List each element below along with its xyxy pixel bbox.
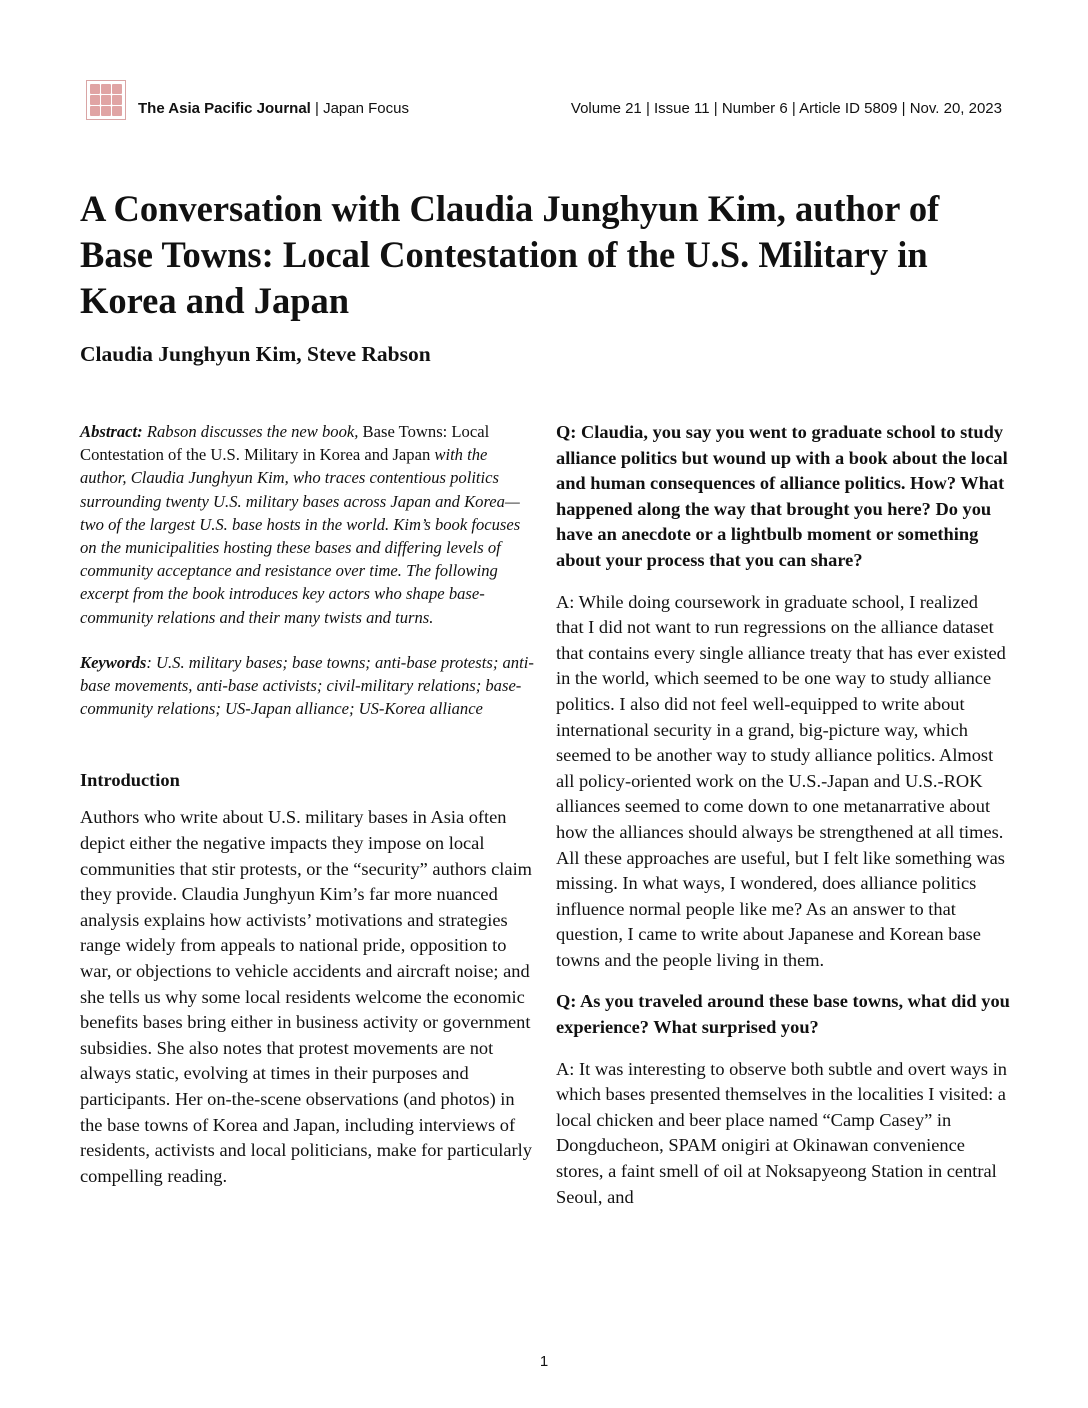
article-meta: Volume 21 | Issue 11 | Number 6 | Article ID 5809 | Nov. 20, 2023 [570,100,1002,117]
intro-text: Authors who write about U.S. military bases in Asia often depict either the negative impacts they impose on local communities that stir protests, or the “security” authors claim they provide. Claudia Junghyun Kim’s far more nuanced analysis explains how activists’ motivations and strategies range widely from appeals to national pride, opposition to war, or objections to vehicle accidents and aircraft noise; and she tells us why some local residents welcome the economic benefits bases bring either in business activity or government subsidies. She also notes that protest movements are not always static, evolving at times in their purposes and participants. Her on-the-scene observations (and photos) in the base towns of Korea and Japan, including interviews of residents, activists and local politicians, make for particularly compelling reading. [80,807,532,1186]
keywords [80,651,534,721]
question-1: Q: Claudia, you say you went to graduate school to study alliance politics but wound up with a book about the local and human consequences of alliance politics. How? What happened along the way that brought you here? Do you have an anecdote or a lightbulb moment or something about your process that you can share? [556,422,1008,570]
article-authors: Claudia Junghyun Kim, Steve Rabson [80,342,431,366]
intro-heading: Introduction [80,770,180,791]
right-column [556,420,1010,1210]
page-header [86,80,1002,120]
journal-section: | Japan Focus [310,100,409,117]
page-number: 1 [539,1353,549,1370]
abstract [80,420,534,629]
journal-logo-icon [86,80,126,120]
abstract-text-2: with the author, Claudia Junghyun Kim, who traces contentious politics surrounding twenty U.S. military bases across Japan and Korea—two of the largest U.S. base hosts in the world. Kim’s book focuses on the municipalities hosting these bases and differing levels of community acceptance and resistance over time. The following excerpt from the book introduces key actors who shape base-community relations and their many twists and turns. [80,445,521,627]
keywords-text: : U.S. military bases; base towns; anti-base protests; anti-base movements, anti-base activists; civil-military relations; base-community relations; US-Japan alliance; US-Korea alliance [80,652,534,719]
keywords-label: Keywords [80,652,147,672]
abstract-book-title: Base Towns: Local Contestation of the U.S. Military in Korea and Japan [80,422,490,465]
article-title: A Conversation with Claudia Junghyun Kim, author of Base Towns: Local Contestation of the U.S. Military in Korea and Japan [80,188,940,321]
journal-title: The Asia Pacific Journal [138,100,311,117]
journal-name [138,100,409,117]
abstract-text-1: Rabson discusses the new book, [142,422,363,441]
answer-1: A: While doing coursework in graduate school, I realized that I did not want to run regressions on the alliance dataset that contains every single alliance treaty that has ever existed in the world, which seemed to be one way to study alliance politics. I also did not feel well-equipped to write about international security in a grand, big-picture way, which seemed to be another way to study alliance politics. Almost all policy-oriented work on the U.S.-Japan and U.S.-ROK alliances seemed to come down to one metanarrative about how the alliances should always be strengthened at all times. All these approaches are useful, but I felt like something was missing. In what ways, I wondered, does alliance politics influence normal people like me? As an answer to that question, I came to write about Japanese and Korean base towns and the people living in them. [556,591,1006,970]
left-column [80,420,534,1189]
answer-2: A: It was interesting to observe both subtle and overt ways in which bases presented themselves in the localities I visited: a local chicken and beer place named “Camp Casey” in Dongducheon, SPAM onigiri at Okinawan convenience stores, a faint smell of oil at Noksapyeong Station in central Seoul, and [556,1058,1007,1207]
abstract-label: Abstract: [80,422,143,441]
question-2: Q: As you traveled around these base towns, what did you experience? What surprised you? [556,991,1010,1038]
